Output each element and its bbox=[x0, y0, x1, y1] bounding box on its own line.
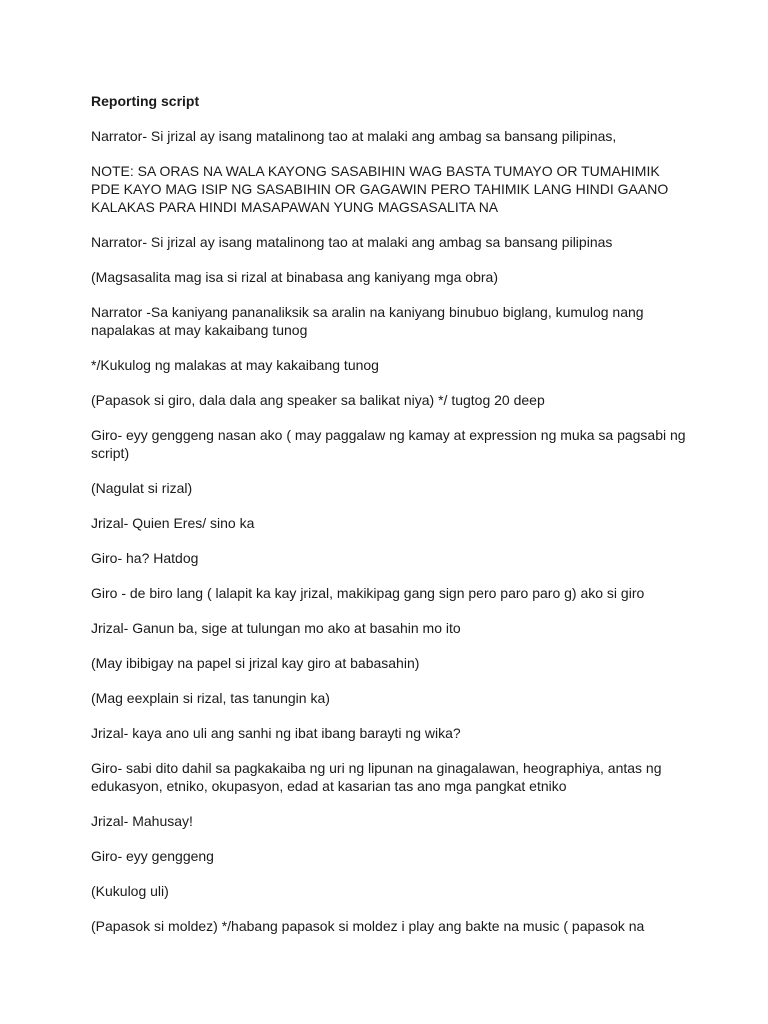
script-line-text: napalakas at may kakaibang tunog bbox=[91, 322, 308, 338]
script-line bbox=[91, 426, 691, 462]
script-line-text: (Papasok si giro, dala dala ang speaker sa balikat niya) */ tugtog 20 deep bbox=[91, 392, 545, 408]
script-line bbox=[91, 847, 691, 865]
script-line bbox=[91, 917, 691, 935]
script-line-text: Giro- eyy genggeng nasan ako ( may paggalaw ng kamay at expression ng muka sa pagsabi ng bbox=[91, 427, 686, 443]
script-line bbox=[91, 882, 691, 900]
script-line-text: Giro- ha? Hatdog bbox=[91, 550, 199, 566]
script-line-text: Giro- sabi dito dahil sa pagkakaiba ng uri ng lipunan na ginagalawan, heographiya, antas ng bbox=[91, 760, 662, 776]
script-line bbox=[91, 268, 691, 286]
script-line bbox=[91, 654, 691, 672]
document-body bbox=[91, 92, 691, 952]
script-line-text: (Mag eexplain si rizal, tas tanungin ka) bbox=[91, 690, 330, 706]
script-line-text: (Papasok si moldez) */habang papasok si moldez i play ang bakte na music ( papasok na bbox=[91, 918, 645, 934]
script-line-text: (May ibibigay na papel si jrizal kay giro at babasahin) bbox=[91, 655, 420, 671]
script-line bbox=[91, 479, 691, 497]
paragraph-list bbox=[91, 127, 691, 935]
script-line-text: Jrizal- Ganun ba, sige at tulungan mo ako at basahin mo ito bbox=[91, 620, 461, 636]
script-line-text: */Kukulog ng malakas at may kakaibang tunog bbox=[91, 357, 379, 373]
script-line-text: (Kukulog uli) bbox=[91, 883, 169, 899]
script-line-text: PDE KAYO MAG ISIP NG SASABIHIN OR GAGAWIN PERO TAHIMIK LANG HINDI GAANO bbox=[91, 181, 669, 197]
script-line bbox=[91, 619, 691, 637]
script-line-text: KALAKAS PARA HINDI MASAPAWAN YUNG MAGSASALITA NA bbox=[91, 199, 499, 215]
script-line bbox=[91, 233, 691, 251]
script-line bbox=[91, 162, 691, 216]
script-line-text: NOTE: SA ORAS NA WALA KAYONG SASABIHIN WAG BASTA TUMAYO OR TUMAHIMIK bbox=[91, 163, 660, 179]
script-line bbox=[91, 689, 691, 707]
script-line-text: Giro- eyy genggeng bbox=[91, 848, 214, 864]
script-line bbox=[91, 812, 691, 830]
script-line bbox=[91, 356, 691, 374]
script-line bbox=[91, 584, 691, 602]
script-line bbox=[91, 549, 691, 567]
script-line-text: Narrator- Si jrizal ay isang matalinong tao at malaki ang ambag sa bansang pilipinas, bbox=[91, 128, 617, 144]
script-line-text: Jrizal- Mahusay! bbox=[91, 813, 193, 829]
script-line-text: Giro - de biro lang ( lalapit ka kay jrizal, makikipag gang sign pero paro paro g) ako si giro bbox=[91, 585, 645, 601]
script-line bbox=[91, 724, 691, 742]
script-line bbox=[91, 391, 691, 409]
script-line-text: Jrizal- kaya ano uli ang sanhi ng ibat ibang barayti ng wika? bbox=[91, 725, 461, 741]
script-line-text: (Nagulat si rizal) bbox=[91, 480, 193, 496]
script-line-text: Narrator- Si jrizal ay isang matalinong tao at malaki ang ambag sa bansang pilipinas bbox=[91, 234, 613, 250]
script-line-text: (Magsasalita mag isa si rizal at binabasa ang kaniyang mga obra) bbox=[91, 269, 498, 285]
script-line-text: script) bbox=[91, 445, 130, 461]
script-line-text: Narrator -Sa kaniyang pananaliksik sa aralin na kaniyang binubuo biglang, kumulog nang bbox=[91, 304, 644, 320]
script-line bbox=[91, 127, 691, 145]
script-line bbox=[91, 514, 691, 532]
script-line-text: Jrizal- Quien Eres/ sino ka bbox=[91, 515, 255, 531]
document-title: Reporting script bbox=[91, 93, 200, 109]
script-line bbox=[91, 759, 691, 795]
script-line bbox=[91, 303, 691, 339]
script-line-text: edukasyon, etniko, okupasyon, edad at kasarian tas ano mga pangkat etniko bbox=[91, 778, 567, 794]
